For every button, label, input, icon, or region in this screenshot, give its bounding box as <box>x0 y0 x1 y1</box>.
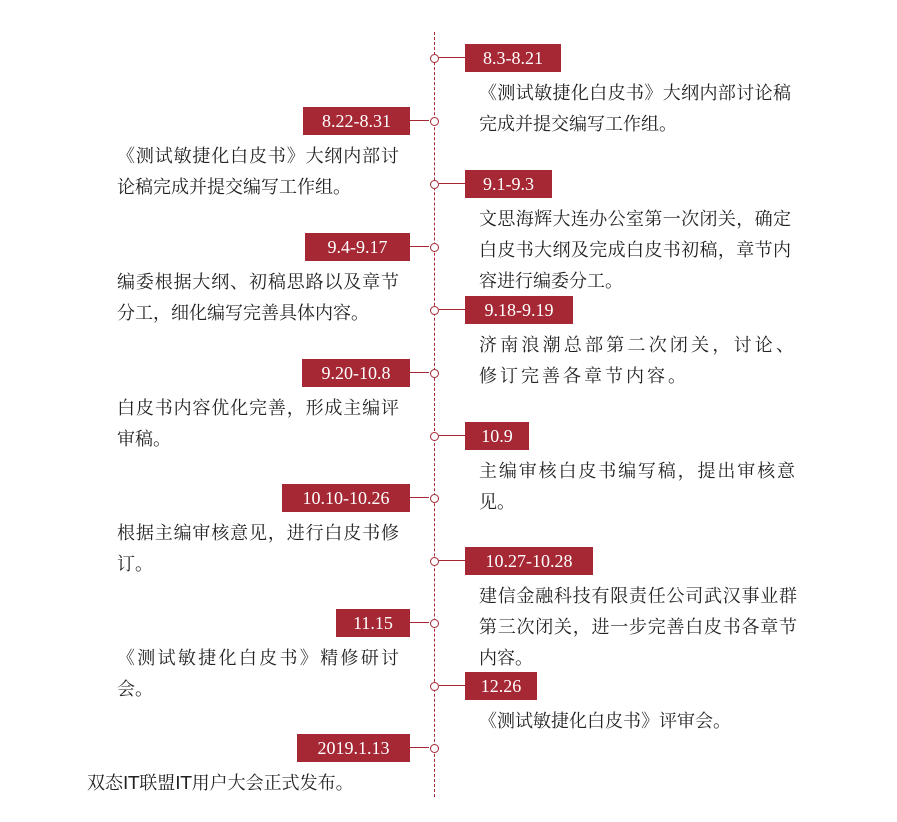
timeline-connector <box>410 372 429 373</box>
event-date: 12.26 <box>465 672 537 700</box>
event-description: 济南浪潮总部第二次闭关，讨论、修订完善各章节内容。 <box>479 335 797 387</box>
event-description: 《测试敏捷化白皮书》大纲内部讨论稿完成并提交编写工作组。 <box>117 146 399 198</box>
timeline-dot <box>430 54 439 63</box>
timeline-dot <box>430 557 439 566</box>
timeline-dot <box>430 744 439 753</box>
event-date: 10.27-10.28 <box>465 547 593 575</box>
timeline-dot <box>430 306 439 315</box>
event-description: 根据主编审核意见，进行白皮书修订。 <box>117 523 399 575</box>
timeline-connector <box>439 57 465 58</box>
event-date: 10.10-10.26 <box>282 484 410 512</box>
event-description: 编委根据大纲、初稿思路以及章节分工，细化编写完善具体内容。 <box>117 272 399 324</box>
timeline-connector <box>439 685 465 686</box>
event-description: 《测试敏捷化白皮书》评审会。 <box>479 711 731 732</box>
event-date: 9.4-9.17 <box>305 233 410 261</box>
timeline-dot <box>430 682 439 691</box>
timeline-dot <box>430 369 439 378</box>
timeline-connector <box>439 309 465 310</box>
timeline-connector <box>439 435 465 436</box>
event-date: 10.9 <box>465 422 529 450</box>
timeline-dot <box>430 432 439 441</box>
event-date: 2019.1.13 <box>297 734 410 762</box>
event-date: 8.3-8.21 <box>465 44 561 72</box>
timeline-dot <box>430 117 439 126</box>
event-date: 9.1-9.3 <box>465 170 552 198</box>
timeline-connector <box>410 747 429 748</box>
event-description: 建信金融科技有限责任公司武汉事业群第三次闭关，进一步完善白皮书各章节内容。 <box>479 586 797 669</box>
event-date: 9.20-10.8 <box>302 359 410 387</box>
event-description: 主编审核白皮书编写稿，提出审核意见。 <box>479 461 795 513</box>
event-date: 8.22-8.31 <box>303 107 410 135</box>
timeline-dot <box>430 180 439 189</box>
timeline-dot <box>430 243 439 252</box>
timeline-connector <box>410 622 429 623</box>
event-date: 11.15 <box>336 609 410 637</box>
event-date: 9.18-9.19 <box>465 296 573 324</box>
timeline-dot <box>430 619 439 628</box>
event-description: 《测试敏捷化白皮书》大纲内部讨论稿完成并提交编写工作组。 <box>479 83 791 135</box>
event-description: 双态IT联盟IT用户大会正式发布。 <box>87 773 354 794</box>
event-description: 文思海辉大连办公室第一次闭关，确定白皮书大纲及完成白皮书初稿，章节内容进行编委分工。 <box>479 209 791 292</box>
timeline-connector <box>410 497 429 498</box>
timeline-connector <box>439 560 465 561</box>
event-description: 《测试敏捷化白皮书》精修研讨会。 <box>117 648 399 700</box>
timeline-connector <box>439 183 465 184</box>
timeline-connector <box>410 246 429 247</box>
timeline-connector <box>410 120 429 121</box>
event-description: 白皮书内容优化完善，形成主编评审稿。 <box>117 398 399 450</box>
timeline-dot <box>430 494 439 503</box>
